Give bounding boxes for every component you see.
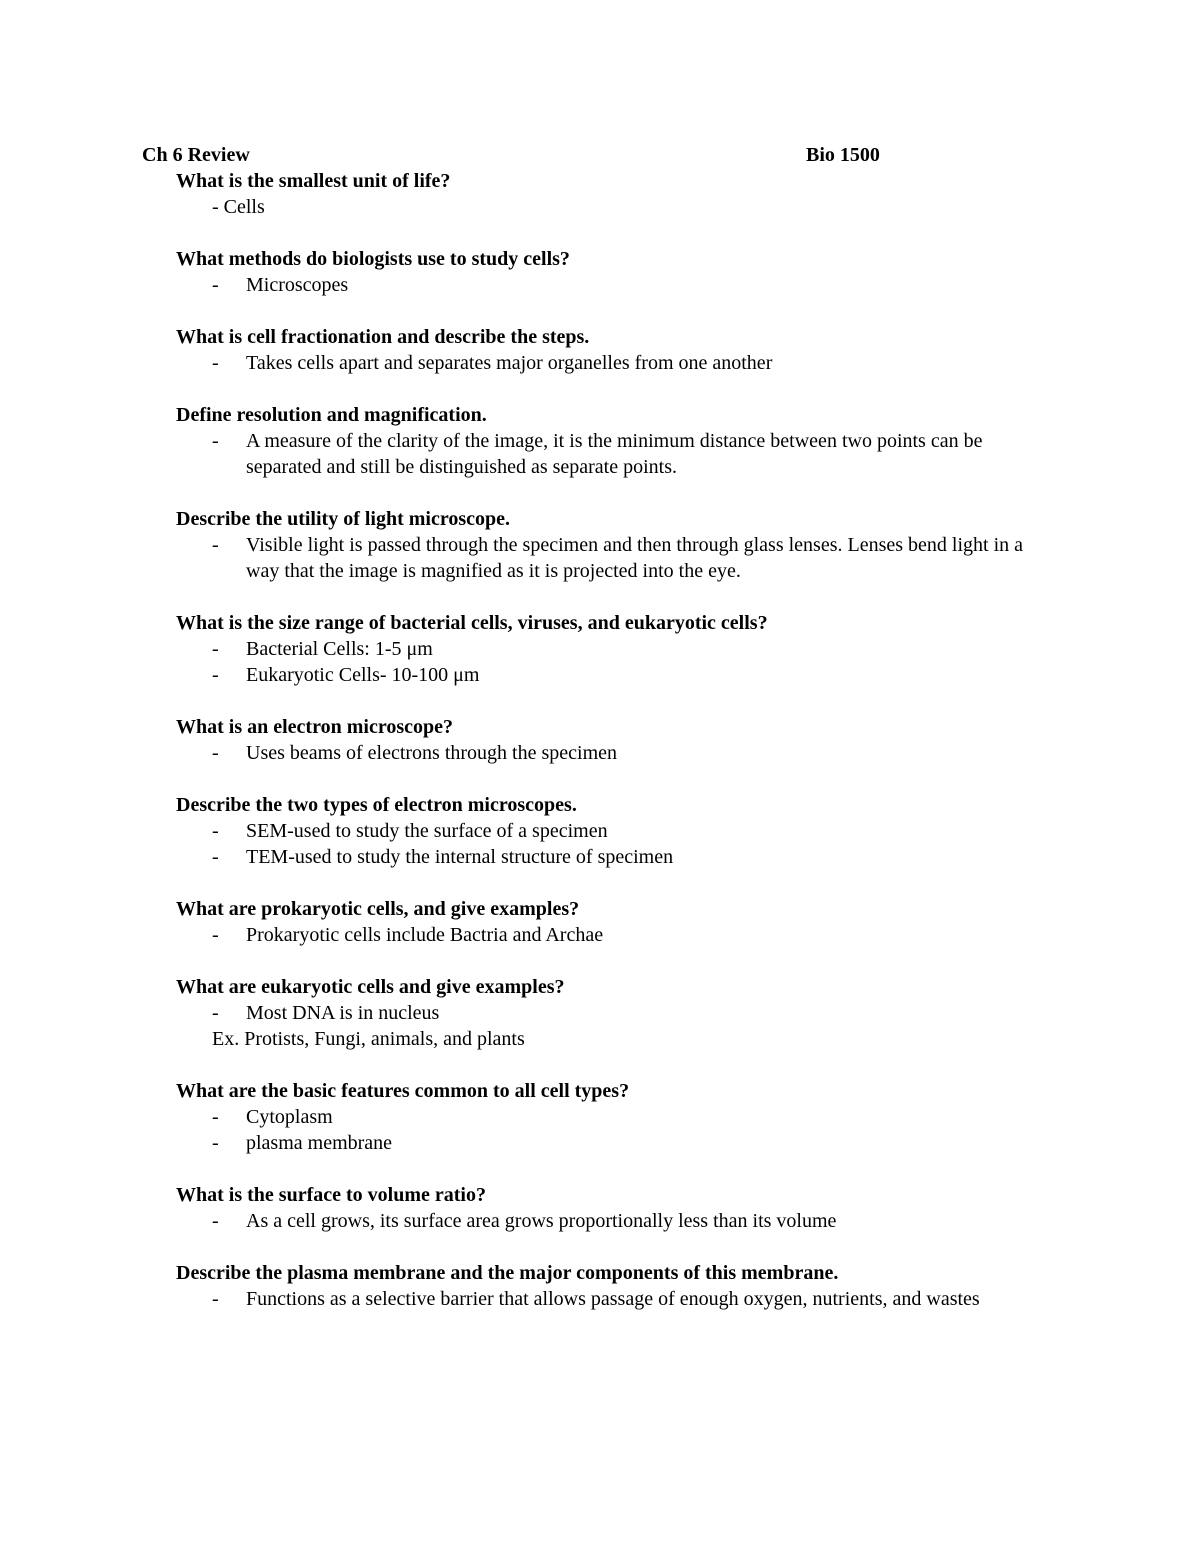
question-text: Describe the utility of light microscope. (176, 508, 511, 530)
answer-item (176, 1130, 1056, 1156)
answer-item (176, 428, 1056, 480)
question-text: What are prokaryotic cells, and give examples? (176, 898, 580, 920)
question-text: What is an electron microscope? (176, 716, 454, 738)
answer-item (176, 844, 1056, 870)
answer-item (176, 662, 1056, 688)
answer-item (176, 350, 1056, 376)
qa-block (176, 1078, 1076, 1156)
answer-text: Eukaryotic Cells- 10-100 μm (246, 664, 480, 686)
answer-text: Visible light is passed through the specimen and then through glass lenses. Lenses bend light in a way that the image is magnified as it is projected into the eye. (246, 534, 1024, 582)
qa-block (176, 168, 1076, 220)
answer-item (176, 922, 1056, 948)
qa-block (176, 402, 1076, 480)
dash-bullet: - (212, 742, 219, 764)
qa-block (176, 1260, 1076, 1312)
qa-block (176, 896, 1076, 948)
qa-block (176, 974, 1076, 1052)
dash-bullet: - (212, 664, 219, 686)
question-text: Describe the two types of electron microscopes. (176, 794, 577, 816)
answer-item (176, 636, 1056, 662)
answer-text: Most DNA is in nucleus (246, 1002, 440, 1024)
answer-item (176, 740, 1056, 766)
dash-bullet: - (212, 924, 219, 946)
answer-item (176, 1208, 1056, 1234)
question-text: What are the basic features common to all cell types? (176, 1080, 630, 1102)
answer-item (176, 1104, 1056, 1130)
document-title: Ch 6 Review (142, 144, 250, 166)
answer-text: Functions as a selective barrier that allows passage of enough oxygen, nutrients, and wastes (246, 1288, 980, 1310)
answer-text: TEM-used to study the internal structure of specimen (246, 846, 674, 868)
answer-item (176, 1000, 1056, 1026)
answer-text: plasma membrane (246, 1132, 393, 1154)
answer-text: Microscopes (246, 274, 349, 296)
qa-block (176, 792, 1076, 870)
qa-block (176, 324, 1076, 376)
answer-text: As a cell grows, its surface area grows proportionally less than its volume (246, 1210, 837, 1232)
question-text: Describe the plasma membrane and the major components of this membrane. (176, 1262, 839, 1284)
qa-block (176, 610, 1076, 688)
answer-item (176, 272, 1056, 298)
dash-bullet: - (212, 638, 219, 660)
dash-bullet: - (212, 1210, 219, 1232)
examples-note: Ex. Protists, Fungi, animals, and plants (212, 1028, 525, 1050)
document-header (142, 142, 902, 168)
question-text: Define resolution and magnification. (176, 404, 487, 426)
answer-item (176, 818, 1056, 844)
answer-item (176, 1286, 1056, 1312)
dash-bullet: - (212, 352, 219, 374)
dash-bullet: - (212, 1132, 219, 1154)
dash-bullet: - (212, 1106, 219, 1128)
dash-bullet: - (212, 1002, 219, 1024)
answer-text: A measure of the clarity of the image, it is the minimum distance between two points can be separated and still be distinguished as separate points. (246, 430, 983, 478)
question-text: What methods do biologists use to study cells? (176, 248, 570, 270)
qa-block (176, 714, 1076, 766)
dash-bullet: - (212, 430, 219, 452)
answer-text: Cytoplasm (246, 1106, 333, 1128)
dash-bullet: - (212, 534, 219, 556)
answer-item (176, 532, 1056, 584)
question-text: What is the size range of bacterial cells, viruses, and eukaryotic cells? (176, 612, 768, 634)
answer-text: SEM-used to study the surface of a specimen (246, 820, 608, 842)
question-text: What are eukaryotic cells and give examples? (176, 976, 565, 998)
answer-text: Bacterial Cells: 1-5 μm (246, 638, 433, 660)
question-text: What is the smallest unit of life? (176, 170, 451, 192)
dash-bullet: - (212, 846, 219, 868)
question-text: What is cell fractionation and describe the steps. (176, 326, 590, 348)
answer-text: Prokaryotic cells include Bactria and Archae (246, 924, 604, 946)
course-label: Bio 1500 (806, 144, 880, 166)
qa-block (176, 246, 1076, 298)
dash-bullet: - (212, 820, 219, 842)
qa-block (176, 506, 1076, 584)
answer-text: Uses beams of electrons through the specimen (246, 742, 618, 764)
qa-block (176, 1182, 1076, 1234)
dash-bullet: - (212, 1288, 219, 1310)
dash-bullet: - (212, 274, 219, 296)
answer-text: Takes cells apart and separates major organelles from one another (246, 352, 773, 374)
answer-text: - Cells (212, 196, 265, 218)
question-text: What is the surface to volume ratio? (176, 1184, 486, 1206)
